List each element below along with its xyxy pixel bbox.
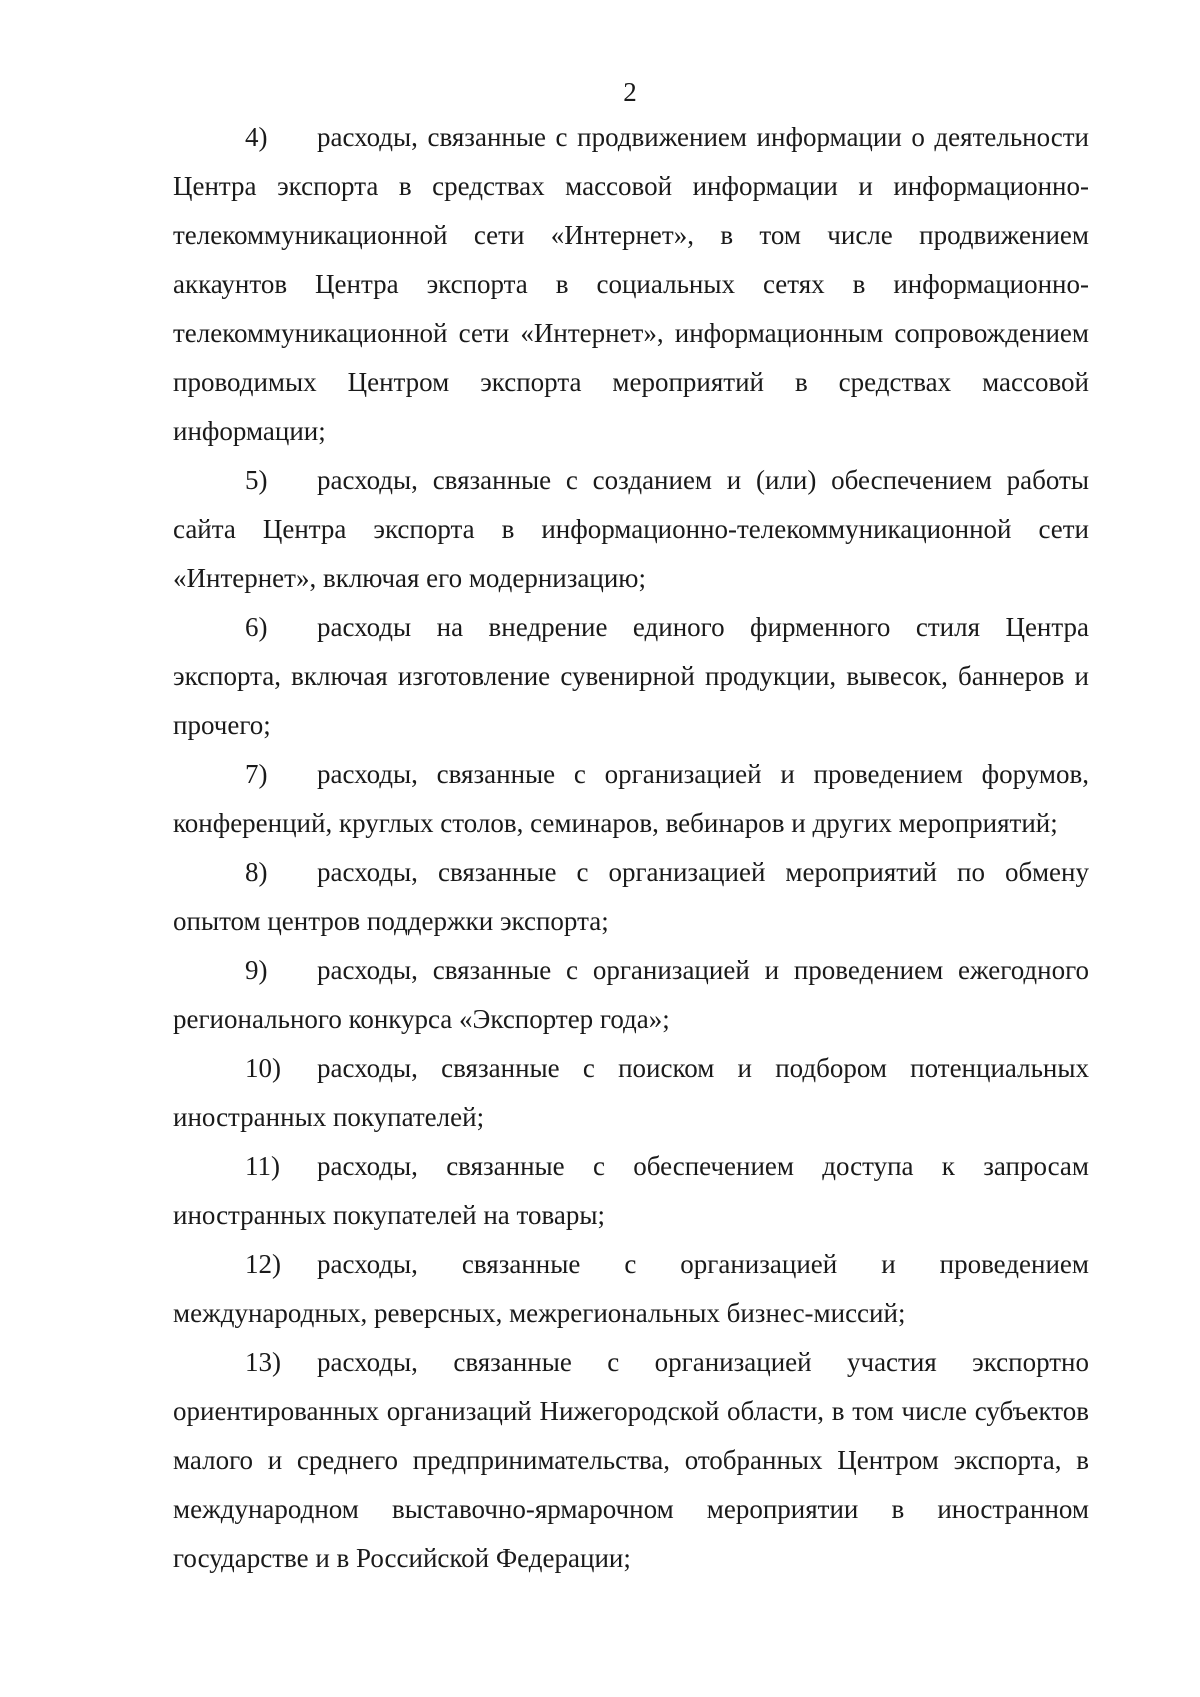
item-number: 9)	[245, 955, 268, 985]
item-text: расходы, связанные с организацией и проведением международных, реверсных, межрегиональных бизнес-миссий;	[173, 1249, 1089, 1328]
item-text: расходы, связанные с обеспечением доступа к запросам иностранных покупателей на товары;	[173, 1151, 1089, 1230]
list-item	[173, 848, 1089, 946]
item-text: расходы, связанные с организацией мероприятий по обмену опытом центров поддержки экспорта;	[173, 857, 1089, 936]
list-item	[173, 456, 1089, 603]
item-text: расходы, связанные с организацией участия экспортно ориентированных организаций Нижегородской области, в том числе субъектов малого и среднего предпринимательства, отобранных Центром экспорта, в международном выставочно-ярмарочном мероприятии в иностранном государстве и в Российской Федерации;	[173, 1347, 1089, 1573]
list-item	[173, 750, 1089, 848]
list-item	[173, 1044, 1089, 1142]
item-text: расходы, связанные с продвижением информации о деятельности Центра экспорта в средствах массовой информации и информационно-телекоммуникационной сети «Интернет», в том числе продвижением аккаунтов Центра экспорта в социальных сетях в информационно-телекоммуникационной сети «Интернет», информационным сопровождением проводимых Центром экспорта мероприятий в средствах массовой информации;	[173, 122, 1089, 446]
item-number: 10)	[245, 1053, 281, 1083]
item-number: 12)	[245, 1249, 281, 1279]
list-item	[173, 946, 1089, 1044]
list-item	[173, 1240, 1089, 1338]
item-text: расходы на внедрение единого фирменного стиля Центра экспорта, включая изготовление сувенирной продукции, вывесок, баннеров и прочего;	[173, 612, 1089, 740]
item-text: расходы, связанные с организацией и проведением ежегодного регионального конкурса «Экспортер года»;	[173, 955, 1089, 1034]
item-number: 11)	[245, 1151, 280, 1181]
item-number: 8)	[245, 857, 268, 887]
item-number: 4)	[245, 122, 268, 152]
list-item	[173, 113, 1089, 456]
item-text: расходы, связанные с созданием и (или) обеспечением работы сайта Центра экспорта в информационно-телекоммуникационной сети «Интернет», включая его модернизацию;	[173, 465, 1089, 593]
list-item	[173, 1338, 1089, 1583]
item-text: расходы, связанные с поиском и подбором потенциальных иностранных покупателей;	[173, 1053, 1089, 1132]
item-number: 6)	[245, 612, 268, 642]
list-item	[173, 1142, 1089, 1240]
list-item	[173, 603, 1089, 750]
document-body	[173, 113, 1089, 1583]
item-number: 5)	[245, 465, 268, 495]
item-number: 7)	[245, 759, 268, 789]
item-number: 13)	[245, 1347, 281, 1377]
item-text: расходы, связанные с организацией и проведением форумов, конференций, круглых столов, семинаров, вебинаров и других мероприятий;	[173, 759, 1089, 838]
page-number: 2	[623, 77, 637, 107]
